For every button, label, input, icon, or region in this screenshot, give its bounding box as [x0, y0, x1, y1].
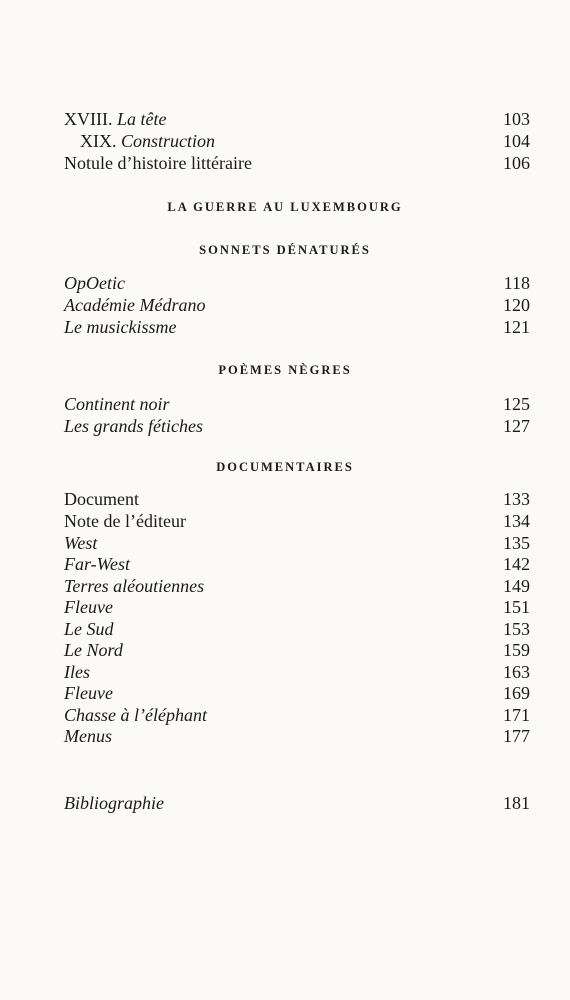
toc-entry	[64, 152, 530, 174]
toc-entry-page: 133	[503, 489, 530, 509]
toc-entry-title: Terres aléoutiennes	[64, 576, 205, 596]
toc-entry-title: Iles	[64, 662, 90, 682]
toc-entry	[64, 618, 530, 640]
toc-entry-title: Fleuve	[64, 597, 113, 617]
toc-entry-page: 169	[503, 683, 530, 703]
toc-entry-page: 159	[503, 640, 530, 660]
toc-entry	[64, 725, 530, 747]
toc-entry	[64, 704, 530, 726]
section-heading-guerre: LA GUERRE AU LUXEMBOURG	[167, 200, 403, 214]
toc-entry	[64, 316, 530, 338]
toc-entry-page: 104	[503, 131, 530, 151]
toc-entry-page: 181	[503, 793, 530, 813]
toc-entry-title: Académie Médrano	[64, 295, 206, 315]
toc-entry-title: Menus	[64, 726, 112, 746]
toc-entry-page: 135	[503, 533, 530, 553]
toc-entry	[64, 272, 530, 294]
toc-entry-title: XIX. Construction	[80, 131, 216, 151]
toc-entry-title: Le Sud	[64, 619, 114, 639]
toc-entry-page: 118	[503, 273, 530, 293]
toc-entry-page: 121	[503, 317, 530, 337]
section-heading-sonnets: SONNETS DÉNATURÉS	[199, 243, 371, 257]
toc-entry-page: 125	[503, 394, 530, 414]
toc-entry-title: XVIII. La tête	[64, 109, 167, 129]
toc-entry-title: West	[64, 533, 98, 553]
toc-entry-bibliographie	[64, 792, 530, 814]
toc-entry-page: 142	[503, 554, 530, 574]
toc-entry	[64, 108, 530, 130]
toc-entry	[64, 532, 530, 554]
toc-entry	[64, 488, 530, 510]
toc-entry-title: Le Nord	[64, 640, 123, 660]
toc-entry	[64, 393, 530, 415]
toc-entry	[64, 553, 530, 575]
toc-entry-page: 103	[503, 109, 530, 129]
toc-entry-page: 153	[503, 619, 530, 639]
toc-entry-title: Continent noir	[64, 394, 170, 414]
toc-entry-page: 106	[503, 153, 530, 173]
toc-entry-page: 177	[503, 726, 530, 746]
toc-entry	[64, 510, 530, 532]
toc-entry	[64, 596, 530, 618]
toc-entry-title: Far-West	[64, 554, 130, 574]
toc-entry-page: 127	[503, 416, 530, 436]
toc-entry-title: OpOetic	[64, 273, 125, 293]
toc-entry-page: 163	[503, 662, 530, 682]
toc-entry	[64, 130, 530, 152]
toc-entry-page: 120	[503, 295, 530, 315]
toc-entry-page: 151	[503, 597, 530, 617]
toc-entry	[64, 575, 530, 597]
toc-entry-title: Chasse à l’éléphant	[64, 705, 207, 725]
toc-entry-page: 171	[503, 705, 530, 725]
toc-entry-page: 149	[503, 576, 530, 596]
toc-entry	[64, 639, 530, 661]
section-heading-poemes: POÈMES NÈGRES	[218, 363, 352, 377]
toc-entry-title: Les grands fétiches	[64, 416, 203, 436]
toc-entry	[64, 415, 530, 437]
toc-entry-page: 134	[503, 511, 530, 531]
toc-entry-title: Le musickissme	[64, 317, 177, 337]
toc-entry	[64, 661, 530, 683]
toc-entry-title: Notule d’histoire littéraire	[64, 153, 252, 173]
toc-entry	[64, 682, 530, 704]
toc-entry	[64, 294, 530, 316]
toc-entry-title: Fleuve	[64, 683, 113, 703]
toc-entry-title: Bibliographie	[64, 793, 164, 813]
toc-entry-title: Note de l’éditeur	[64, 511, 186, 531]
section-heading-documentaires: DOCUMENTAIRES	[216, 460, 354, 474]
toc-entry-title: Document	[64, 489, 139, 509]
